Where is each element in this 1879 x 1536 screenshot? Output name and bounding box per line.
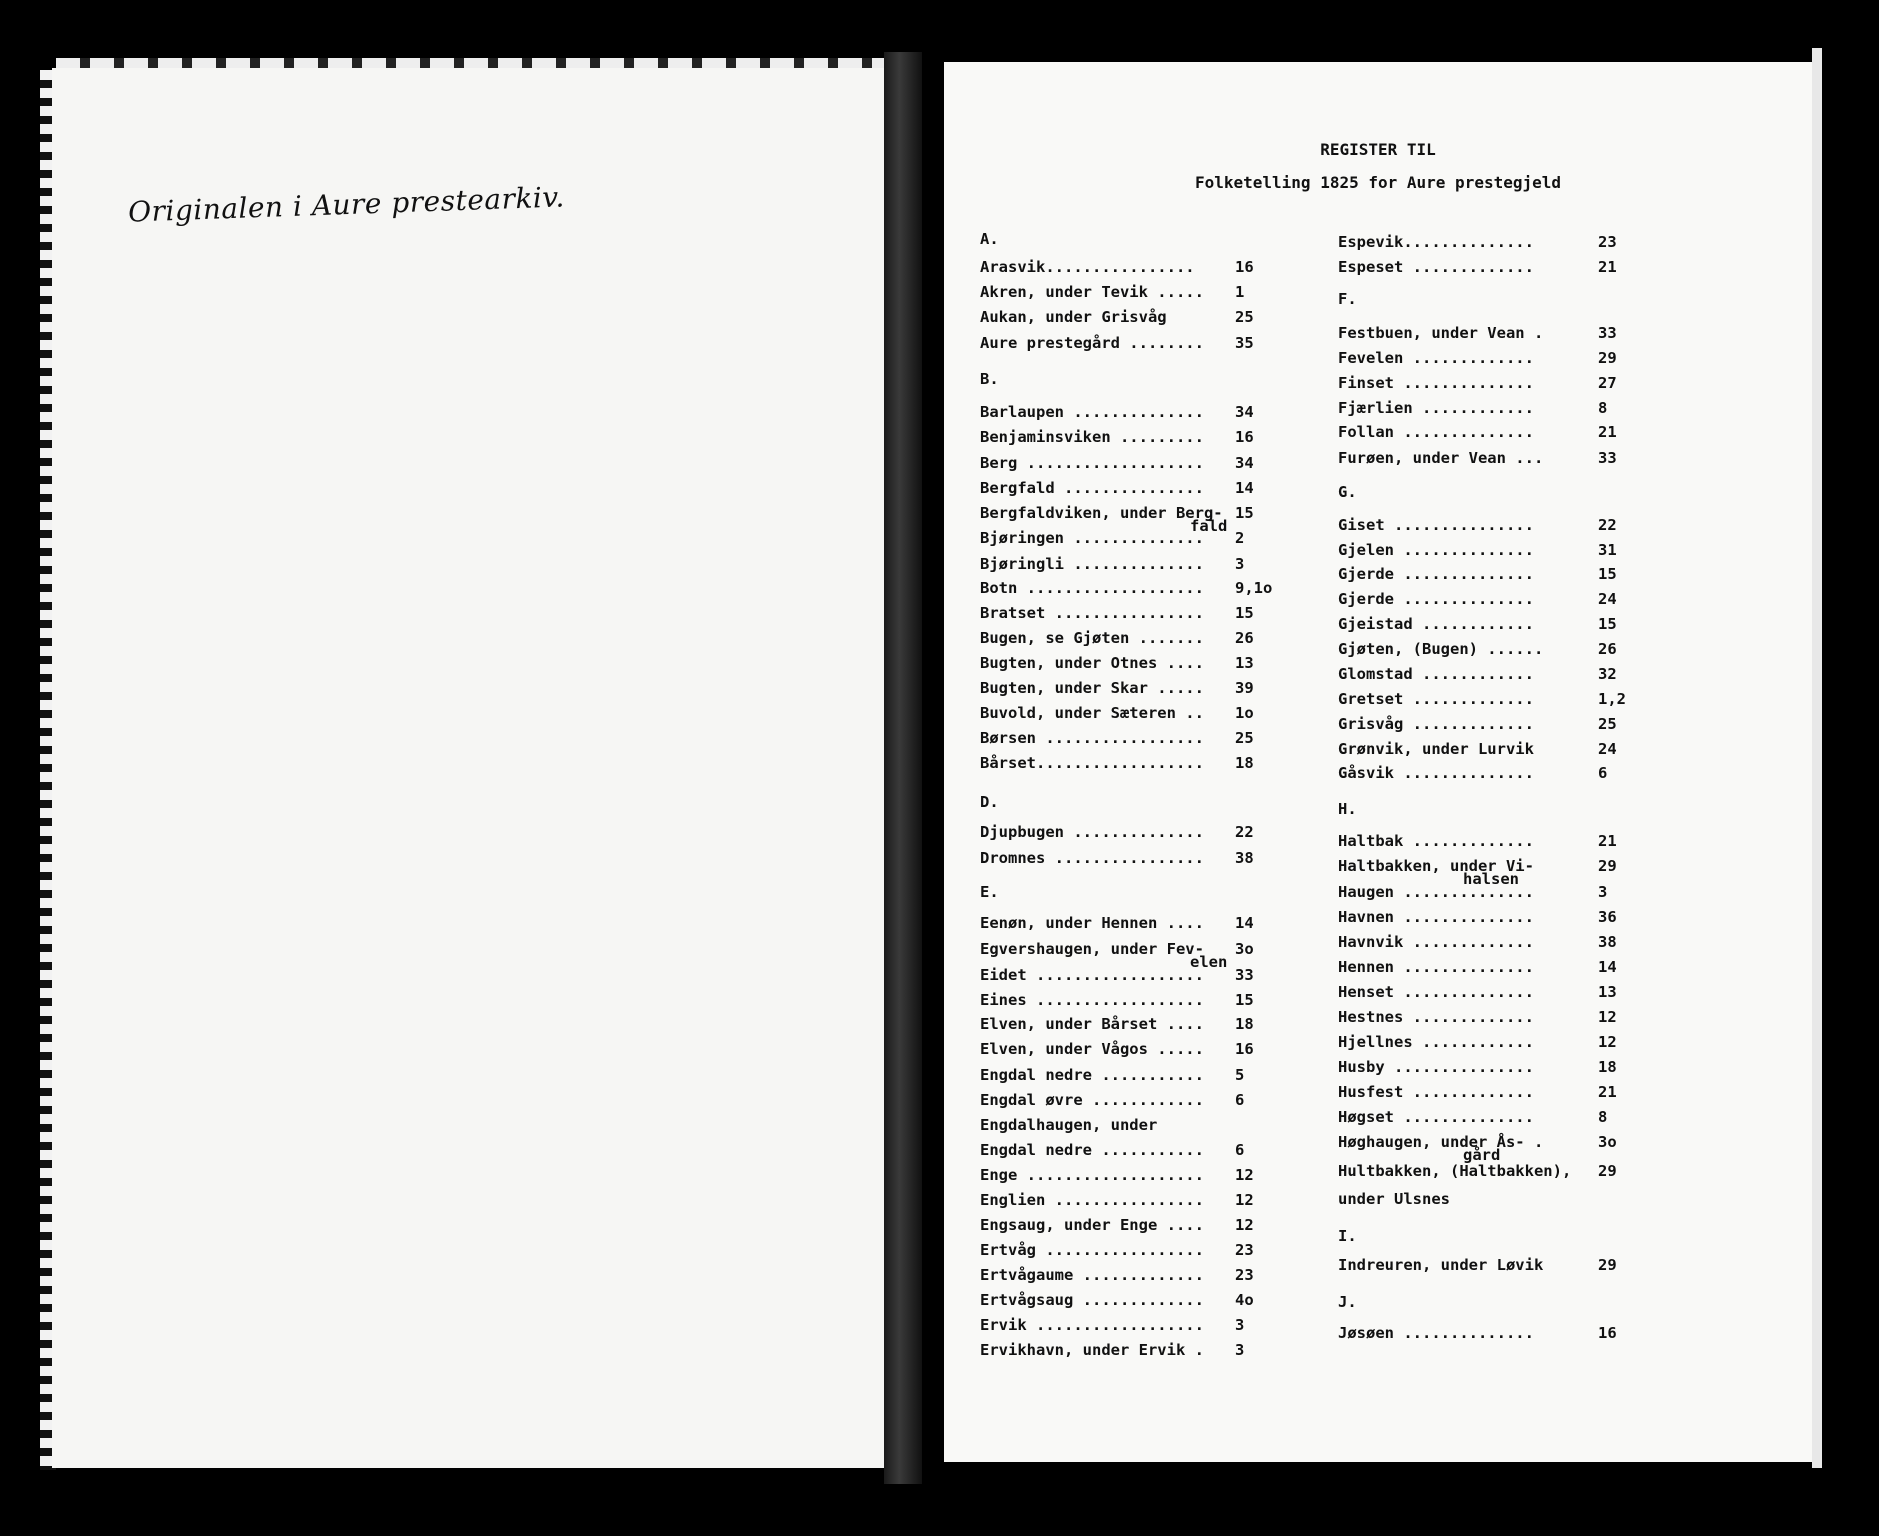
entry-page-number: 15 [1598,615,1617,633]
index-entry [980,679,1254,697]
entry-page-number: 22 [1235,823,1254,841]
entry-page-number: 14 [1235,914,1254,932]
entry-name: Elven, under Bårset .... [980,1015,1204,1033]
index-entry [1338,1133,1617,1164]
index-entry [980,823,1254,841]
entry-page-number: 21 [1598,832,1617,850]
index-entry [980,1241,1254,1259]
index-entry [980,403,1254,421]
entry-page-number: 9,1o [1235,579,1273,597]
index-entry [980,479,1254,497]
entry-page-number: 38 [1598,933,1617,951]
entry-page-number: 29 [1598,1256,1617,1274]
entry-page-number: 3o [1235,940,1254,958]
entry-page-number: 16 [1235,258,1254,276]
index-entry [980,529,1245,547]
entry-name: Dromnes ................ [980,849,1204,867]
entry-page-number: 8 [1598,399,1608,417]
entry-page-number: 16 [1235,428,1254,446]
index-entry [980,629,1254,647]
entry-page-number: 34 [1235,454,1254,472]
index-entry [1338,374,1617,392]
entry-page-number: 15 [1235,991,1254,1009]
index-entry [1338,832,1617,850]
entry-page-number: 21 [1598,423,1617,441]
index-entry [980,729,1254,747]
index-entry [980,428,1254,446]
section-letter: G. [1338,483,1357,501]
entry-name: Gjerde .............. [1338,565,1534,583]
entry-name: Engdal nedre ........... [980,1141,1204,1159]
entry-name: Akren, under Tevik ..... [980,283,1204,301]
section-letter: D. [980,793,999,811]
entry-page-number: 33 [1598,449,1617,467]
left-page [52,68,884,1468]
entry-page-number: 12 [1598,1033,1617,1051]
entry-name: Haugen .............. [1338,883,1534,901]
entry-name: Gjøten, (Bugen) ...... [1338,640,1544,658]
entry-name: Bratset ................ [980,604,1204,622]
entry-page-number: 13 [1598,983,1617,1001]
entry-page-number: 23 [1598,233,1617,251]
index-entry [980,1341,1245,1359]
entry-page-number: 14 [1235,479,1254,497]
entry-page-number: 23 [1235,1266,1254,1284]
entry-page-number: 23 [1235,1241,1254,1259]
entry-page-number: 6 [1598,764,1608,782]
entry-name: Ertvåg ................. [980,1241,1204,1259]
entry-page-number: 3 [1235,1341,1245,1359]
entry-page-number: 3 [1598,883,1608,901]
index-entry [1338,857,1617,888]
entry-page-number: 12 [1235,1191,1254,1209]
entry-page-number: 24 [1598,740,1617,758]
index-entry [1338,1008,1617,1026]
index-entry [1338,324,1617,342]
entry-page-number: 2 [1235,529,1245,547]
entry-name: Barlaupen .............. [980,403,1204,421]
entry-page-number: 1,2 [1598,690,1626,708]
entry-page-number: 33 [1598,324,1617,342]
entry-name: Djupbugen .............. [980,823,1204,841]
entry-name: Gjelen .............. [1338,541,1534,559]
entry-name: Bugen, se Gjøten ....... [980,629,1204,647]
entry-name: Ervik .................. [980,1316,1204,1334]
entry-page-number: 27 [1598,374,1617,392]
index-entry [980,1191,1254,1209]
register-title: REGISTER TIL [1320,140,1436,159]
entry-name: Henset .............. [1338,983,1534,1001]
entry-page-number: 21 [1598,258,1617,276]
index-entry [1338,1033,1617,1051]
entry-page-number: 12 [1235,1216,1254,1234]
entry-name: Espeset ............. [1338,258,1534,276]
entry-page-number: 26 [1235,629,1254,647]
index-entry [980,1291,1254,1309]
index-entry [1338,565,1617,583]
index-entry [980,308,1254,326]
entry-name: Bergfald ............... [980,479,1204,497]
handwritten-note: Originalen i Aure prestearkiv. [127,180,566,229]
index-entry [980,283,1245,301]
entry-name: Gjerde .............. [1338,590,1534,608]
index-entry [1338,1083,1617,1101]
entry-page-number: 24 [1598,590,1617,608]
index-entry [1338,933,1617,951]
entry-name: Glomstad ............ [1338,665,1534,683]
entry-page-number: 1 [1235,283,1245,301]
entry-page-number: 26 [1598,640,1617,658]
entry-name: Englien ................ [980,1191,1204,1209]
entry-page-number: 12 [1598,1008,1617,1026]
section-letter: A. [980,230,999,248]
entry-name: Ertvågsaug ............. [980,1291,1204,1309]
index-entry [980,604,1254,622]
index-entry [1338,1162,1617,1180]
index-entry [1338,1108,1608,1126]
entry-name: Gåsvik .............. [1338,764,1534,782]
entry-name: Haltbakken, under Vi- [1338,857,1534,875]
index-entry [1338,516,1617,534]
entry-name: Husby ............... [1338,1058,1534,1076]
index-entry [1338,1190,1450,1208]
entry-page-number: 34 [1235,403,1254,421]
entry-name: Finset .............. [1338,374,1534,392]
index-entry [980,914,1254,932]
entry-name: Bjøringen .............. [980,529,1204,547]
entry-name: Hestnes ............. [1338,1008,1534,1026]
entry-page-number: 18 [1235,1015,1254,1033]
entry-page-number: 39 [1235,679,1254,697]
index-entry [1338,349,1617,367]
index-entry [980,334,1254,352]
index-entry [1338,715,1617,733]
entry-page-number: 4o [1235,1291,1254,1309]
entry-name: Follan .............. [1338,423,1534,441]
entry-name: Aure prestegård ........ [980,334,1204,352]
entry-name: Haltbak ............. [1338,832,1534,850]
entry-name: Ervikhavn, under Ervik . [980,1341,1204,1359]
entry-page-number: 3o [1598,1133,1617,1151]
section-letter: F. [1338,290,1357,308]
entry-name: Bugten, under Otnes .... [980,654,1204,672]
index-entry [980,1266,1254,1284]
entry-page-number: 16 [1235,1040,1254,1058]
entry-continuation: elen [1190,953,1228,971]
section-letter: E. [980,883,999,901]
index-entry [1338,665,1617,683]
index-entry [980,1091,1245,1109]
index-entry [1338,690,1626,708]
index-entry [980,1015,1254,1033]
entry-page-number: 31 [1598,541,1617,559]
index-entry [980,555,1245,573]
entry-page-number: 29 [1598,1162,1617,1180]
entry-name: Havnvik ............. [1338,933,1534,951]
entry-name: Høgset .............. [1338,1108,1534,1126]
index-entry [1338,233,1617,251]
index-entry [1338,883,1608,901]
right-page-edge [1812,48,1822,1468]
index-entry [980,1141,1245,1159]
entry-page-number: 15 [1235,504,1254,522]
index-entry [980,966,1254,984]
entry-page-number: 3 [1235,555,1245,573]
index-entry [980,849,1254,867]
entry-name: Gretset ............. [1338,690,1534,708]
entry-name: Arasvik................ [980,258,1195,276]
entry-name: Indreuren, under Løvik [1338,1256,1544,1274]
index-entry [980,654,1254,672]
entry-page-number: 25 [1235,308,1254,326]
entry-name: Enge ................... [980,1166,1204,1184]
entry-name: Børsen ................. [980,729,1204,747]
entry-name: Høghaugen, under Ås- . [1338,1133,1544,1151]
section-letter: B. [980,370,999,388]
entry-page-number: 38 [1235,849,1254,867]
register-subtitle: Folketelling 1825 for Aure prestegjeld [1194,173,1562,192]
entry-name: Bugten, under Skar ..... [980,679,1204,697]
entry-name: Festbuen, under Vean . [1338,324,1544,342]
index-entry [1338,958,1617,976]
entry-name: Ertvågaume ............. [980,1266,1204,1284]
entry-page-number: 29 [1598,349,1617,367]
index-entry [1338,615,1617,633]
entry-page-number: 22 [1598,516,1617,534]
index-entry [1338,590,1617,608]
index-entry [1338,541,1617,559]
entry-name: Botn ................... [980,579,1204,597]
index-entry [1338,1324,1617,1342]
entry-name: Eenøn, under Hennen .... [980,914,1204,932]
entry-name: Engdal nedre ........... [980,1066,1204,1084]
index-column-right [1338,0,1638,1400]
entry-name: Eidet .................. [980,966,1204,984]
entry-name: Hultbakken, (Haltbakken), [1338,1162,1572,1180]
entry-page-number: 25 [1598,715,1617,733]
entry-name: Engdal øvre ............ [980,1091,1204,1109]
entry-page-number: 18 [1235,754,1254,772]
entry-name: under Ulsnes [1338,1190,1450,1208]
entry-name: Aukan, under Grisvåg [980,308,1167,326]
entry-page-number: 15 [1235,604,1254,622]
entry-page-number: 16 [1598,1324,1617,1342]
entry-name: Grisvåg ............. [1338,715,1534,733]
index-entry [1338,423,1617,441]
entry-page-number: 14 [1598,958,1617,976]
entry-name: Giset ............... [1338,516,1534,534]
entry-page-number: 6 [1235,1091,1245,1109]
entry-name: Fevelen ............. [1338,349,1534,367]
entry-continuation: gård [1463,1146,1501,1164]
entry-name: Egvershaugen, under Fev- [980,940,1204,958]
index-entry [1338,983,1617,1001]
entry-name: Husfest ............. [1338,1083,1534,1101]
entry-name: Havnen .............. [1338,908,1534,926]
index-entry [1338,399,1608,417]
section-letter: I. [1338,1227,1357,1245]
index-entry [1338,1256,1617,1274]
entry-name: Bjøringli .............. [980,555,1204,573]
entry-name: Berg ................... [980,454,1204,472]
index-entry [980,1066,1245,1084]
index-entry [980,940,1254,971]
entry-name: Engdalhaugen, under [980,1116,1158,1134]
book-spine [884,52,922,1484]
entry-name: Benjaminsviken ......... [980,428,1204,446]
entry-name: Bårset.................. [980,754,1204,772]
entry-name: Hjellnes ............ [1338,1033,1534,1051]
entry-page-number: 25 [1235,729,1254,747]
entry-page-number: 3 [1235,1316,1245,1334]
index-entry [980,1316,1245,1334]
index-entry [980,1216,1254,1234]
index-entry [980,704,1254,722]
index-entry [980,454,1254,472]
entry-name: Jøsøen .............. [1338,1324,1534,1342]
index-entry [1338,258,1617,276]
entry-continuation: fald [1190,517,1228,535]
index-entry [980,1166,1254,1184]
index-entry [980,1040,1254,1058]
index-entry [1338,908,1617,926]
entry-page-number: 1o [1235,704,1254,722]
entry-page-number: 6 [1235,1141,1245,1159]
entry-page-number: 35 [1235,334,1254,352]
entry-page-number: 29 [1598,857,1617,875]
entry-page-number: 8 [1598,1108,1608,1126]
index-entry [980,504,1254,535]
entry-name: Eines .................. [980,991,1204,1009]
entry-name: Bergfaldviken, under Berg- [980,504,1223,522]
index-entry [980,258,1254,276]
entry-page-number: 18 [1598,1058,1617,1076]
index-entry [1338,764,1608,782]
entry-name: Engsaug, under Enge .... [980,1216,1204,1234]
entry-page-number: 36 [1598,908,1617,926]
entry-page-number: 33 [1235,966,1254,984]
index-column-left [980,0,1280,1400]
entry-page-number: 15 [1598,565,1617,583]
entry-page-number: 12 [1235,1166,1254,1184]
index-entry [1338,640,1617,658]
entry-name: Elven, under Vågos ..... [980,1040,1204,1058]
index-entry [980,579,1273,597]
entry-name: Grønvik, under Lurvik [1338,740,1534,758]
entry-name: Furøen, under Vean ... [1338,449,1544,467]
index-entry [1338,1058,1617,1076]
entry-page-number: 21 [1598,1083,1617,1101]
entry-name: Fjærlien ............ [1338,399,1534,417]
entry-name: Hennen .............. [1338,958,1534,976]
index-entry [980,991,1254,1009]
entry-continuation: halsen [1463,870,1519,888]
section-letter: J. [1338,1293,1357,1311]
entry-name: Espevik.............. [1338,233,1534,251]
entry-name: Buvold, under Sæteren .. [980,704,1204,722]
entry-name: Gjeistad ............ [1338,615,1534,633]
entry-page-number: 5 [1235,1066,1245,1084]
index-entry [1338,449,1617,467]
entry-page-number: 32 [1598,665,1617,683]
index-entry [1338,740,1617,758]
index-entry [980,754,1254,772]
section-letter: H. [1338,800,1357,818]
index-entry [980,1116,1157,1134]
entry-page-number: 13 [1235,654,1254,672]
